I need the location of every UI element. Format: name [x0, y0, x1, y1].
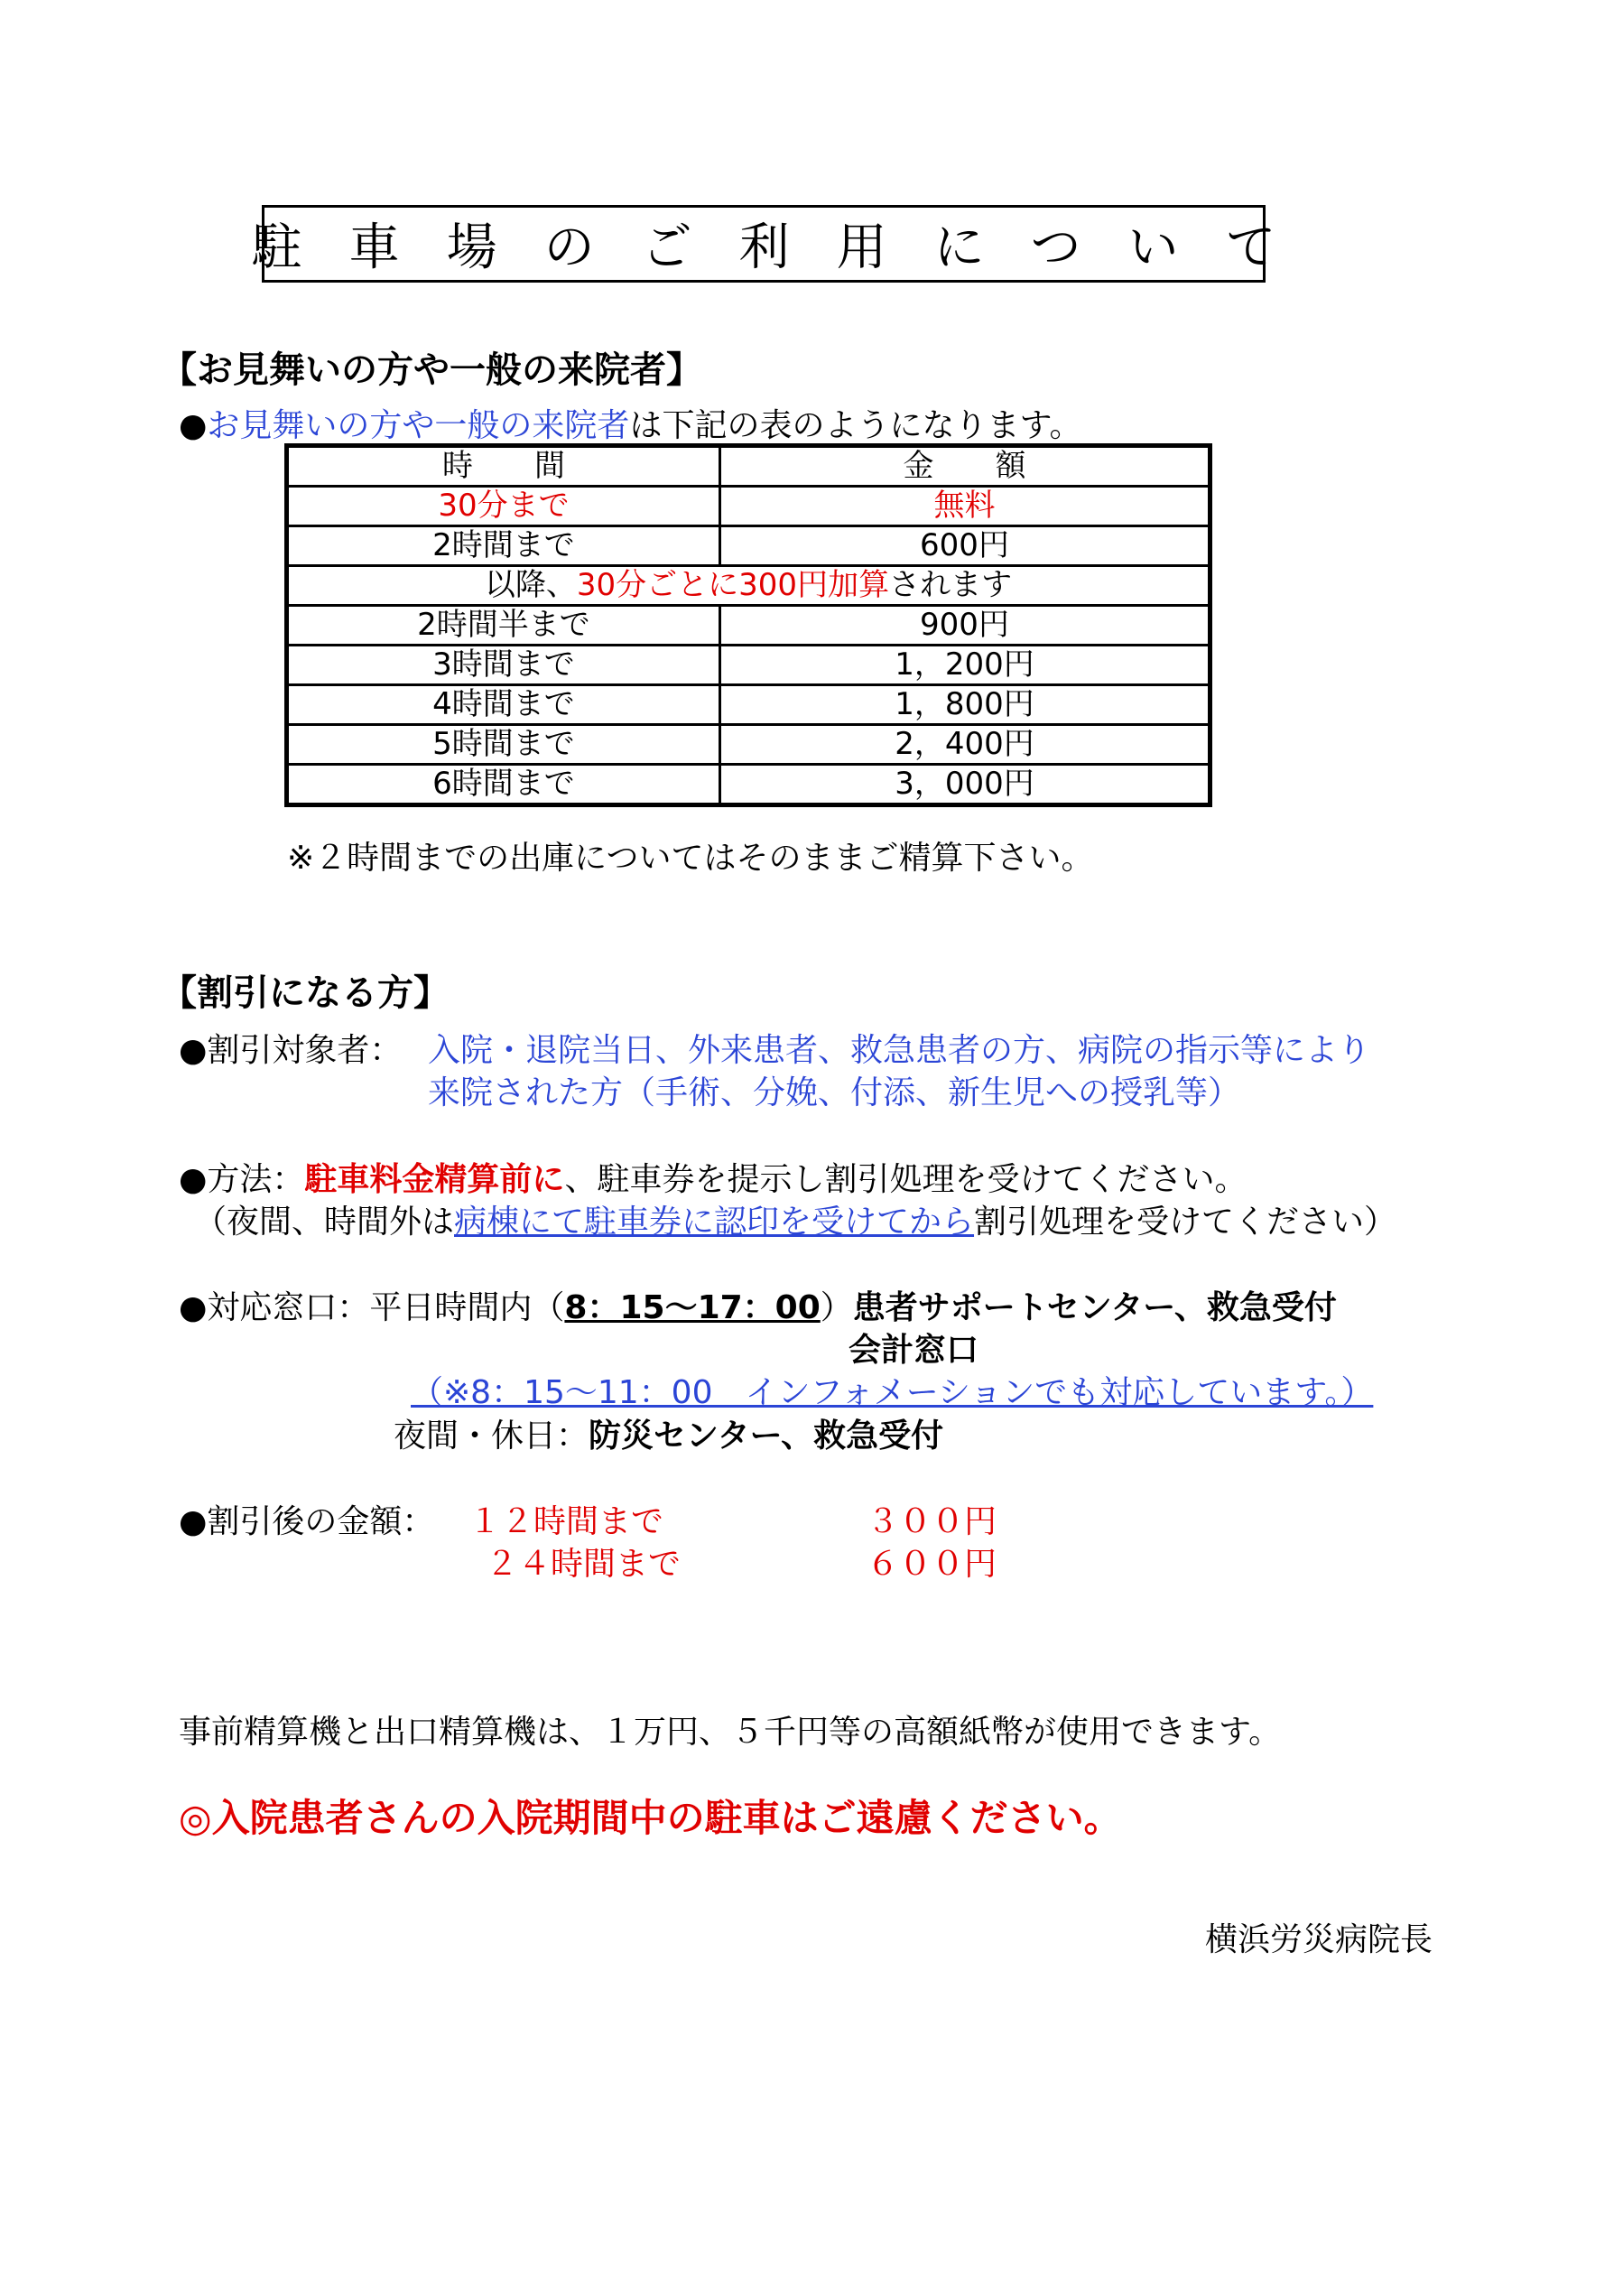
note-highlight: 30分ごとに300円加算: [576, 567, 890, 603]
machines-note: 事前精算機と出口精算機は、１万円、５千円等の高額紙幣が使用できます。: [179, 1714, 1282, 1751]
desk-places: 患者サポートセンター、救急受付: [852, 1289, 1337, 1326]
discount-time-2: ２４時間まで: [486, 1546, 682, 1583]
desk-hours: 8：15～17：00: [564, 1289, 821, 1326]
night-places: 防災センター、救急受付: [589, 1418, 944, 1455]
row-fee: 2，400円: [720, 725, 1210, 765]
row-time: 30分まで: [287, 487, 720, 526]
night-link[interactable]: 病棟にて駐車券に認印を受けてから: [454, 1204, 975, 1241]
row-time: 2時間まで: [287, 526, 720, 566]
inpatient-warning: ◎入院患者さんの入院期間中の駐車はご遠慮ください。: [179, 1796, 1122, 1840]
header-fee: 金 額: [720, 446, 1210, 487]
table-row: [287, 725, 1210, 765]
night-desk-line: 夜間・休日：防災センター、救急受付: [394, 1418, 944, 1455]
table-footnote: ※２時間までの出庫についてはそのままご精算下さい。: [287, 840, 1094, 877]
table-note: 以降、30分ごとに300円加算されます: [287, 566, 1210, 606]
table-header-row: [287, 446, 1210, 487]
discount-fee-1: ３００円: [867, 1503, 997, 1540]
row-time: 3時間まで: [287, 646, 720, 685]
row-fee: 1，200円: [720, 646, 1210, 685]
desk-line: ●対応窓口：平日時間内（8：15～17：00）患者サポートセンター、救急受付: [179, 1289, 1337, 1326]
method-label: ●方法：: [179, 1161, 305, 1198]
table-row: [287, 487, 1210, 526]
general-visitors-heading: 【お見舞いの方や一般の来院者】: [161, 349, 702, 391]
eligible-line-2: 来院された方（手術、分娩、付添、新生児への授乳等）: [428, 1074, 1241, 1111]
table-row: [287, 765, 1210, 805]
desk-places-2: 会計窓口: [849, 1332, 979, 1369]
method-rest: 、駐車券を提示し割引処理を受けてください。: [564, 1161, 1247, 1198]
row-fee: 600円: [720, 526, 1210, 566]
general-intro: [179, 400, 1082, 446]
night-method-line: （夜間、時間外は病棟にて駐車券に認印を受けてから割引処理を受けてください）: [194, 1204, 1397, 1241]
discount-fee-2: ６００円: [867, 1546, 997, 1583]
table-row: [287, 526, 1210, 566]
row-time: 6時間まで: [287, 765, 720, 805]
row-fee: 無料: [720, 487, 1210, 526]
method-line: [179, 1154, 1247, 1200]
intro-rest: は下記の表のようになります。: [629, 407, 1082, 444]
signature: 横浜労災病院長: [1205, 1921, 1433, 1958]
row-fee: 900円: [720, 606, 1210, 646]
row-time: 2時間半まで: [287, 606, 720, 646]
table-row: [287, 646, 1210, 685]
eligible-label: ●割引対象者：: [179, 1032, 403, 1069]
table-row: [287, 606, 1210, 646]
row-time: 5時間まで: [287, 725, 720, 765]
header-time: 時 間: [287, 446, 720, 487]
discount-price-label: ●割引後の金額：: [179, 1503, 435, 1540]
discount-time-1: １２時間まで: [468, 1503, 664, 1540]
row-time: 4時間まで: [287, 685, 720, 725]
page-title: 駐車場のご利用について: [262, 205, 1266, 283]
desk-info-link[interactable]: （※8：15～11：00 インフォメーションでも対応しています。）: [411, 1374, 1374, 1411]
row-fee: 3，000円: [720, 765, 1210, 805]
eligible-line-1: 入院・退院当日、外来患者、救急患者の方、病院の指示等により: [428, 1032, 1371, 1069]
fee-table: [284, 443, 1212, 807]
method-highlight: 駐車料金精算前に: [304, 1161, 565, 1198]
table-note-row: [287, 566, 1210, 606]
row-fee: 1，800円: [720, 685, 1210, 725]
intro-highlight: お見舞いの方や一般の来院者: [207, 407, 630, 444]
bullet: ●: [179, 407, 208, 444]
discount-heading: 【割引になる方】: [161, 972, 450, 1014]
table-row: [287, 685, 1210, 725]
